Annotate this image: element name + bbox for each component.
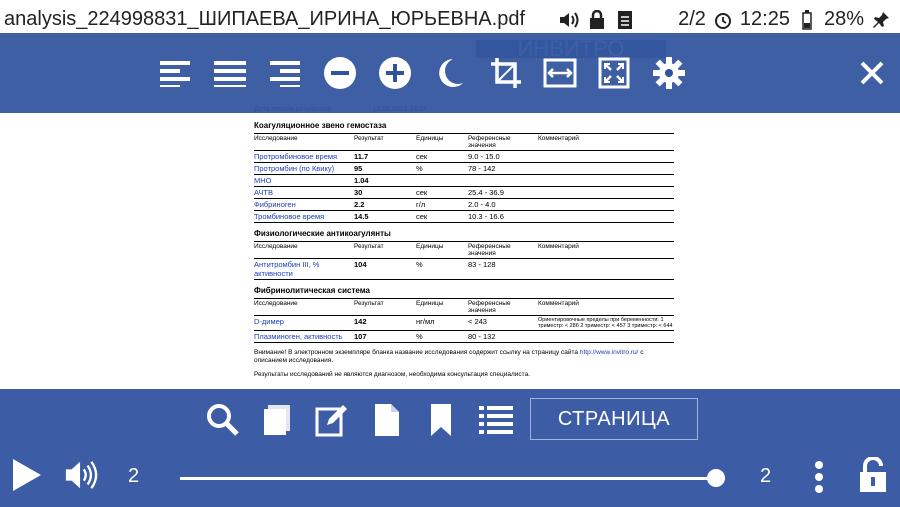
table-row: [254, 259, 674, 280]
page-slider[interactable]: [180, 477, 725, 480]
test-result: 142: [354, 316, 416, 331]
table-header-row: [254, 299, 674, 316]
section-title: Фибринолитическая система: [254, 286, 370, 295]
settings-icon[interactable]: [651, 55, 687, 91]
test-unit: сек: [416, 211, 468, 223]
test-comment: [538, 199, 674, 211]
test-name-link[interactable]: Фибриноген: [254, 199, 354, 211]
file-title: analysis_224998831_ШИПАЕВА_ИРИНА_ЮРЬЕВНА.pdf: [4, 8, 525, 30]
test-name-link[interactable]: Антитромбин III, % активности: [254, 259, 354, 280]
invitro-link[interactable]: http://www.invitro.ru/: [579, 349, 639, 356]
test-unit: [416, 175, 468, 187]
test-name-link[interactable]: Протромбин (по Квику): [254, 163, 354, 175]
results-table: [254, 133, 674, 223]
column-header: Референсные значения: [468, 299, 538, 316]
tts-volume-icon[interactable]: [64, 458, 98, 492]
test-name-link[interactable]: D-димер: [254, 316, 354, 331]
section-title: Коагуляционное звено гемостаза: [254, 121, 387, 130]
table-row: [254, 199, 674, 211]
annotate-icon[interactable]: [315, 403, 349, 437]
zoom-in-icon[interactable]: [377, 55, 413, 91]
column-header: Референсные значения: [468, 242, 538, 259]
test-name-link[interactable]: Тромбиновое время: [254, 211, 354, 223]
test-unit: г/л: [416, 199, 468, 211]
test-result: 1.04: [354, 175, 416, 187]
test-comment: [538, 187, 674, 199]
test-comment: [538, 259, 674, 280]
table-header-row: [254, 134, 674, 151]
bookmark-icon[interactable]: [424, 403, 458, 437]
test-comment: [538, 163, 674, 175]
column-header: Комментарий: [538, 134, 674, 151]
test-result: 14.5: [354, 211, 416, 223]
diagnosis-note: Результаты исследований не являются диагнозом, необходима консультация специалиста.: [254, 371, 530, 378]
list-icon[interactable]: [479, 403, 513, 437]
test-name-link[interactable]: Плазминоген, активность: [254, 331, 354, 343]
test-result: 11.7: [354, 151, 416, 163]
test-ref: 80 - 132: [468, 331, 538, 343]
current-page-right: 2: [760, 465, 772, 487]
table-row: [254, 151, 674, 163]
align-right-icon[interactable]: [266, 55, 302, 91]
table-row: [254, 163, 674, 175]
test-ref: 78 - 142: [468, 163, 538, 175]
column-header: Исследование: [254, 242, 354, 259]
page-button[interactable]: СТРАНИЦА: [530, 398, 698, 440]
current-page-left: 2: [128, 465, 140, 487]
results-table: [254, 241, 674, 280]
test-result: 104: [354, 259, 416, 280]
test-ref: < 243: [468, 316, 538, 331]
disclaimer-note: [254, 349, 674, 365]
crop-icon[interactable]: [488, 55, 524, 91]
unlock-icon[interactable]: [856, 458, 890, 492]
test-ref: [468, 175, 538, 187]
align-justify-icon[interactable]: [212, 55, 248, 91]
bottom-toolbar: [0, 389, 900, 507]
column-header: Комментарий: [538, 242, 674, 259]
top-toolbar: [0, 33, 900, 113]
pages-icon[interactable]: [260, 403, 294, 437]
table-row: [254, 175, 674, 187]
column-header: Единицы: [416, 134, 468, 151]
test-ref: 10.3 - 16.6: [468, 211, 538, 223]
column-header: Единицы: [416, 242, 468, 259]
test-name-link[interactable]: Протромбиновое время: [254, 151, 354, 163]
close-icon[interactable]: [854, 55, 890, 91]
test-unit: сек: [416, 151, 468, 163]
test-result: 95: [354, 163, 416, 175]
test-comment: [538, 151, 674, 163]
test-unit: %: [416, 163, 468, 175]
table-header-row: [254, 242, 674, 259]
document-icon[interactable]: [370, 403, 404, 437]
more-options-icon[interactable]: [802, 460, 836, 494]
search-icon[interactable]: [206, 403, 240, 437]
section-title: Физиологические антикоагулянты: [254, 229, 391, 238]
test-unit: %: [416, 331, 468, 343]
column-header: Результат: [354, 134, 416, 151]
column-header: Исследование: [254, 299, 354, 316]
test-name-link[interactable]: АЧТВ: [254, 187, 354, 199]
zoom-out-icon[interactable]: [322, 55, 358, 91]
column-header: Единицы: [416, 299, 468, 316]
table-row: [254, 211, 674, 223]
note-suffix: с описанием исследования.: [254, 349, 644, 364]
test-result: 107: [354, 331, 416, 343]
test-comment: Ориентировочные пределы при беременности: 1 триместр: < 286 2 триместр: < 457 3 триместр: < 644: [538, 317, 673, 329]
play-icon[interactable]: [10, 458, 44, 492]
test-ref: 2.0 - 4.0: [468, 199, 538, 211]
clock: 12:25: [739, 8, 790, 30]
column-header: Референсные значения: [468, 134, 538, 151]
page-slider-thumb[interactable]: [707, 469, 725, 487]
test-result: 30: [354, 187, 416, 199]
fullscreen-icon[interactable]: [596, 55, 632, 91]
page-counter: 2/2: [678, 8, 706, 30]
column-header: Исследование: [254, 134, 354, 151]
results-table: [254, 298, 674, 343]
test-comment: [538, 211, 674, 223]
align-left-icon[interactable]: [158, 55, 194, 91]
column-header: Комментарий: [538, 299, 674, 316]
table-row: [254, 316, 674, 331]
column-header: Результат: [354, 299, 416, 316]
test-name-link[interactable]: МНО: [254, 175, 354, 187]
test-unit: сек: [416, 187, 468, 199]
note-prefix: Внимание! В электронном экземпляре бланка название исследования содержит ссылку на страницу сайта: [254, 349, 579, 356]
fit-width-icon[interactable]: [542, 55, 578, 91]
test-comment: [538, 331, 674, 343]
table-row: [254, 187, 674, 199]
test-unit: нг/мл: [416, 316, 468, 331]
test-comment: [538, 175, 674, 187]
test-ref: 25.4 - 36.9: [468, 187, 538, 199]
test-result: 2.2: [354, 199, 416, 211]
test-unit: %: [416, 259, 468, 280]
battery-percent: 28%: [823, 8, 864, 30]
column-header: Результат: [354, 242, 416, 259]
test-ref: 83 - 128: [468, 259, 538, 280]
night-mode-icon[interactable]: [432, 55, 468, 91]
table-row: [254, 331, 674, 343]
test-ref: 9.0 - 15.0: [468, 151, 538, 163]
